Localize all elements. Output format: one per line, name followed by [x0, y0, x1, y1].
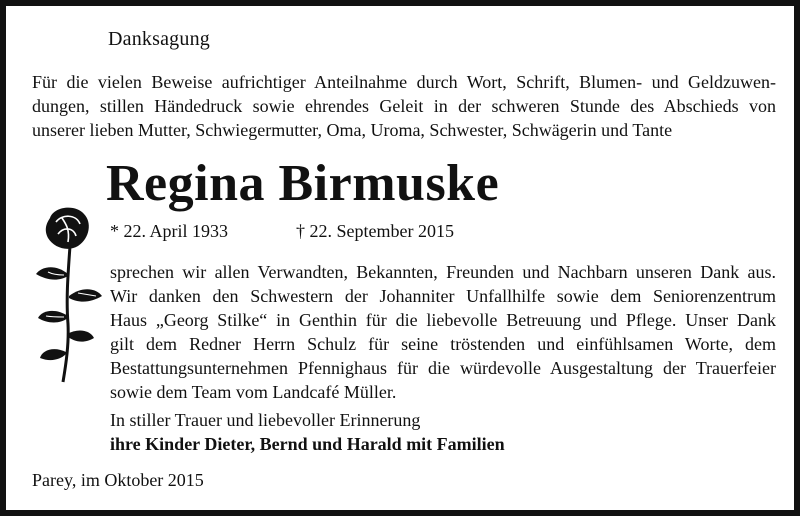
body-line: Bestattungsunternehmen Pfennighaus für die würdevolle Ausgestaltung der Trauerfeier	[110, 358, 776, 378]
intro-line: Für die vielen Beweise aufrichtiger Anteilnahme durch Wort, Schrift, Blumen- und Geldzuwen-	[32, 72, 776, 92]
death-date: † 22. September 2015	[296, 221, 454, 241]
rose-icon	[28, 204, 108, 389]
body-line: gilt dem Redner Herrn Schulz für seine tröstenden und einfühlsamen Worte, dem	[110, 334, 776, 354]
body-line: Haus „Georg Stilke“ in Genthin für die liebevolle Betreuung und Pflege. Unser Dank	[110, 310, 776, 330]
body-line: Wir danken den Schwestern der Johanniter Unfallhilfe sowie dem Seniorenzentrum	[110, 286, 776, 306]
birth-date: * 22. April 1933	[110, 221, 229, 241]
deceased-name: Regina Birmuske	[106, 155, 500, 212]
place-date: Parey, im Oktober 2015	[32, 470, 204, 490]
intro-line: unserer lieben Mutter, Schwiegermutter, Oma, Uroma, Schwester, Schwägerin und Tante	[32, 120, 673, 140]
intro-line: dungen, stillen Händedruck sowie ehrendes Geleit in der schweren Stunde des Abschieds von	[32, 96, 776, 116]
body-line: sowie dem Team vom Landcafé Müller.	[110, 382, 397, 402]
notice-heading: Danksagung	[108, 28, 210, 50]
intro-paragraph	[32, 70, 776, 142]
signature: ihre Kinder Dieter, Bernd und Harald mit Familien	[110, 434, 505, 454]
closing-line: In stiller Trauer und liebevoller Erinnerung	[110, 410, 421, 430]
body-paragraph	[110, 260, 776, 404]
body-line: sprechen wir allen Verwandten, Bekannten, Freunden und Nachbarn unseren Dank aus.	[110, 262, 776, 282]
closing-block	[110, 408, 505, 456]
